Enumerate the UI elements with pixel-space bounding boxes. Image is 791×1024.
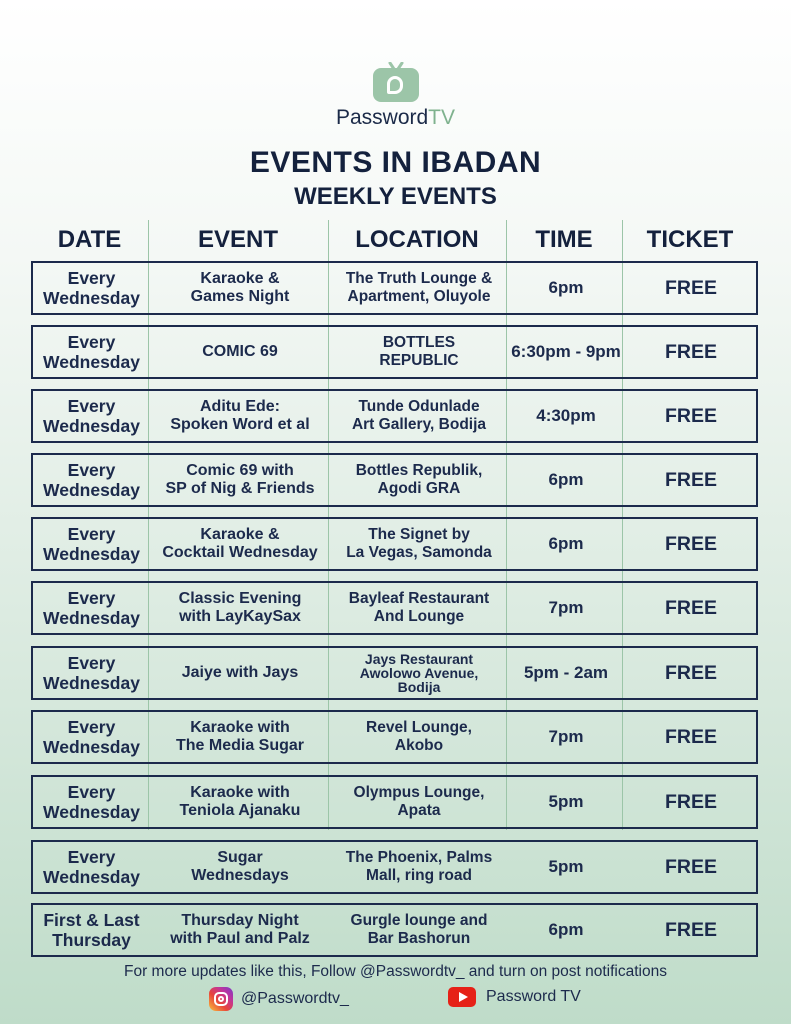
cell-event: Sugar Wednesdays xyxy=(191,848,289,884)
table-row xyxy=(31,775,758,829)
table-row xyxy=(31,581,758,635)
cell-event: Karaoke & Cocktail Wednesday xyxy=(162,525,318,561)
cell-event: Classic Evening with LayKaySax xyxy=(178,589,302,625)
cell-location: Bottles Republik, Agodi GRA xyxy=(355,462,483,497)
cell-ticket: FREE xyxy=(664,340,717,363)
youtube-icon xyxy=(448,987,476,1007)
cell-date: Every Wednesday xyxy=(43,523,140,564)
cell-ticket: FREE xyxy=(664,855,717,878)
cell-date: First & Last Thursday xyxy=(43,909,140,950)
page-title: EVENTS IN IBADAN xyxy=(249,146,542,179)
cell-event: Jaiye with Jays xyxy=(181,663,299,681)
cell-time: 5pm xyxy=(548,792,584,812)
cell-date: Every Wednesday xyxy=(43,846,140,887)
cell-time: 5pm xyxy=(548,857,584,877)
cell-date: Every Wednesday xyxy=(43,459,140,500)
cell-date: Every Wednesday xyxy=(43,587,140,628)
cell-time: 4:30pm xyxy=(536,406,596,426)
brand-logo xyxy=(0,62,791,130)
brand-name-accent: TV xyxy=(428,106,456,129)
cell-date: Every Wednesday xyxy=(43,395,140,436)
cell-time: 6pm xyxy=(548,920,584,940)
table-row xyxy=(31,710,758,764)
cell-location: Olympus Lounge, Apata xyxy=(353,784,485,819)
table-row xyxy=(31,389,758,443)
cell-event: Karaoke with The Media Sugar xyxy=(175,718,305,754)
table-row xyxy=(31,903,758,957)
cell-event: COMIC 69 xyxy=(202,342,278,360)
cell-location: Jays Restaurant Awolowo Avenue, Bodija xyxy=(359,651,479,695)
cell-time: 6:30pm - 9pm xyxy=(511,342,621,362)
cell-ticket: FREE xyxy=(664,276,717,299)
cell-event: Comic 69 with SP of Nig & Friends xyxy=(165,461,315,497)
cell-ticket: FREE xyxy=(664,468,717,491)
header-event: EVENT xyxy=(197,226,278,253)
header-time: TIME xyxy=(535,226,593,253)
cell-location: Tunde Odunlade Art Gallery, Bodija xyxy=(351,398,487,433)
cell-event: Karaoke with Teniola Ajanaku xyxy=(179,783,301,819)
page-subtitle: WEEKLY EVENTS xyxy=(294,183,497,210)
footer-text: For more updates like this, Follow @Passwordtv_ and turn on post notifications xyxy=(124,963,667,980)
cell-ticket: FREE xyxy=(664,661,717,684)
table-row xyxy=(31,261,758,315)
table-row xyxy=(31,646,758,700)
cell-time: 7pm xyxy=(548,598,584,618)
instagram-icon xyxy=(209,987,233,1011)
brand-name-main: Password xyxy=(335,106,429,129)
cell-event: Thursday Night with Paul and Palz xyxy=(170,911,310,947)
cell-location: BOTTLES REPUBLIC xyxy=(379,334,459,369)
cell-location: The Signet by La Vegas, Samonda xyxy=(346,526,492,561)
cell-ticket: FREE xyxy=(664,790,717,813)
cell-event: Karaoke & Games Night xyxy=(190,269,290,305)
instagram-handle: @Passwordtv_ xyxy=(241,990,349,1007)
header-ticket: TICKET xyxy=(646,226,734,253)
cell-ticket: FREE xyxy=(664,725,717,748)
table-row xyxy=(31,517,758,571)
youtube-channel: Password TV xyxy=(486,988,581,1005)
cell-time: 6pm xyxy=(548,470,584,490)
cell-time: 7pm xyxy=(548,727,584,747)
tv-logo-icon xyxy=(373,62,419,102)
cell-date: Every Wednesday xyxy=(43,716,140,757)
youtube-link[interactable] xyxy=(448,987,581,1007)
cell-location: The Phoenix, Palms Mall, ring road xyxy=(345,849,493,884)
cell-location: Bayleaf Restaurant And Lounge xyxy=(348,590,490,625)
cell-ticket: FREE xyxy=(664,596,717,619)
cell-date: Every Wednesday xyxy=(43,267,140,308)
cell-ticket: FREE xyxy=(664,918,717,941)
table-row xyxy=(31,840,758,894)
cell-ticket: FREE xyxy=(664,404,717,427)
cell-location: Revel Lounge, Akobo xyxy=(366,719,472,754)
instagram-link[interactable] xyxy=(209,987,349,1011)
cell-ticket: FREE xyxy=(664,532,717,555)
cell-date: Every Wednesday xyxy=(43,781,140,822)
table-row xyxy=(31,325,758,379)
brand-name xyxy=(0,106,791,130)
cell-time: 5pm - 2am xyxy=(523,663,609,683)
table-row xyxy=(31,453,758,507)
cell-date: Every Wednesday xyxy=(43,331,140,372)
cell-location: The Truth Lounge & Apartment, Oluyole xyxy=(345,270,493,305)
cell-event: Aditu Ede: Spoken Word et al xyxy=(170,397,310,433)
cell-time: 6pm xyxy=(548,278,584,298)
cell-location: Gurgle lounge and Bar Bashorun xyxy=(350,912,488,947)
header-location: LOCATION xyxy=(355,226,479,253)
cell-time: 6pm xyxy=(548,534,584,554)
header-date: DATE xyxy=(57,226,122,253)
cell-date: Every Wednesday xyxy=(43,652,140,693)
